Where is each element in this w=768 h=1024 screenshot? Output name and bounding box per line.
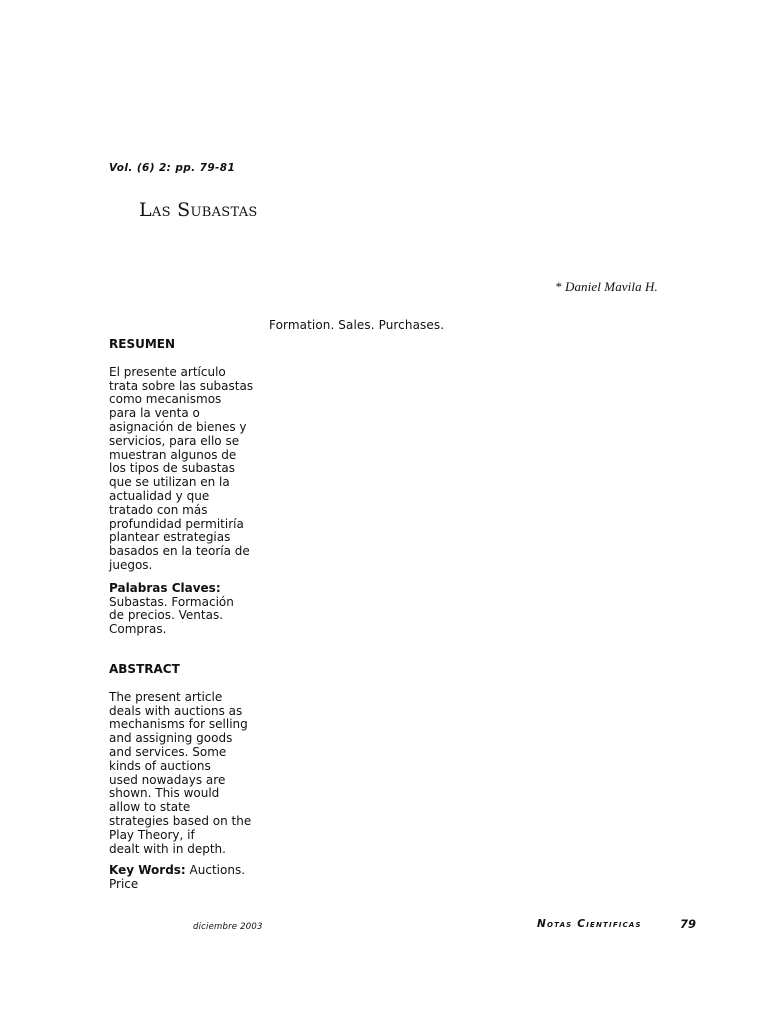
- article-author: * Daniel Mavila H.: [555, 279, 658, 294]
- left-column: [109, 338, 254, 892]
- article-title: Las Subastas: [139, 199, 258, 221]
- palabras-claves-label: Palabras Claves:: [109, 580, 221, 595]
- key-words: [109, 864, 254, 892]
- abstract-text: The present article deals with auctions as mechanisms for selling and assigning goods and services. Some kinds of auctions used nowadays are shown. This would allow to state strategies based on the Play Theory, if dealt with in depth.: [109, 689, 252, 856]
- page-number: 79: [680, 917, 697, 931]
- resumen-heading: RESUMEN: [109, 337, 176, 351]
- key-words-text: Auctions. Price: [109, 863, 246, 892]
- footer-journal-name: Notas Cientificas: [537, 918, 642, 930]
- palabras-claves-text: Subastas. Formación de precios. Ventas. Compras.: [109, 594, 234, 637]
- footer-date: diciembre 2003: [193, 922, 263, 932]
- abstract-keywords-continuation: Formation. Sales. Purchases.: [269, 318, 445, 332]
- volume-info: Vol. (6) 2: pp. 79-81: [109, 162, 236, 174]
- key-words-label: Key Words:: [109, 863, 186, 878]
- abstract-heading: ABSTRACT: [109, 661, 180, 676]
- resumen-text: El presente artículo trata sobre las subastas como mecanismos para la venta o asignación de bienes y servicios, para ello se muestran algunos de los tipos de subastas que se utilizan en la actualidad y que tratado con más profundidad permitiría plantear estrategias basados en la teoría de juegos.: [109, 364, 254, 572]
